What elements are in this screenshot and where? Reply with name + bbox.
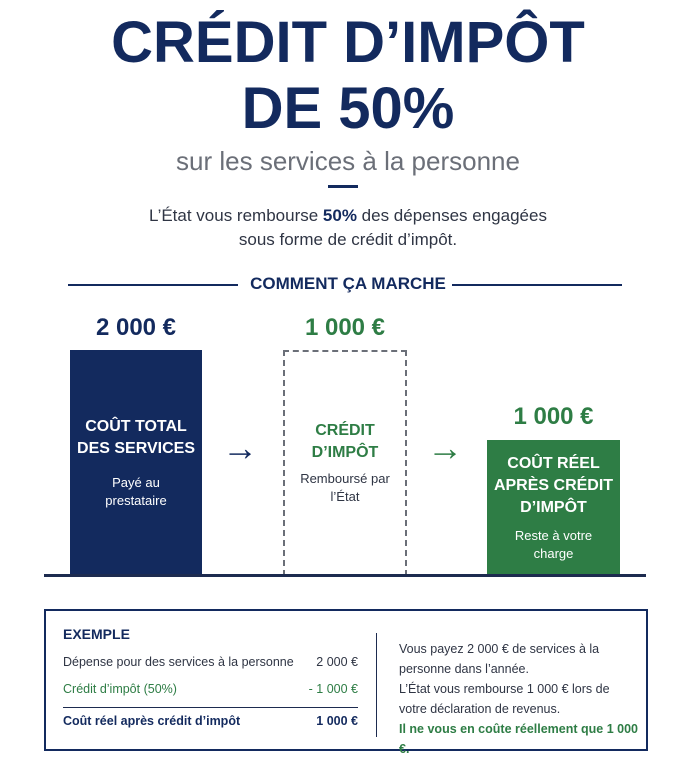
intro-text (0, 204, 696, 252)
step-2-box (283, 350, 407, 576)
section-rule-right (452, 284, 622, 286)
intro-line-2: sous forme de crédit d’impôt. (238, 230, 458, 249)
intro-part-1: L’État vous rembourse (149, 206, 323, 225)
step-1-box (70, 350, 202, 576)
page-subtitle: sur les services à la personne (176, 146, 520, 176)
example-row-value: 1 000 € (316, 714, 358, 728)
page-title-line-2: DE 50% (241, 76, 455, 141)
intro-part-2: des dépenses engagées (356, 206, 547, 225)
example-row-label: Crédit d’impôt (50%) (63, 682, 177, 696)
step-2-heading-line-2: D’IMPÔT (311, 444, 379, 461)
step-2-heading (312, 420, 379, 464)
step-1-heading (77, 416, 195, 460)
step-2-description (300, 470, 390, 506)
page-title-line-1: CRÉDIT D’IMPÔT (111, 10, 585, 75)
subtitle-rule (328, 185, 358, 188)
example-row-value: - 1 000 € (308, 682, 358, 696)
example-total-rule (63, 707, 358, 708)
step-2-amount: 1 000 € (304, 314, 386, 341)
example-box (44, 609, 648, 756)
step-3-heading (494, 453, 613, 519)
step-3-heading-line-2: APRÈS CRÉDIT (493, 477, 614, 494)
example-row-label: Dépense pour des services à la personne (63, 655, 294, 669)
step-2-heading-line-1: CRÉDIT (315, 422, 375, 439)
example-text-line-1: Vous payez 2 000 € de services à la (399, 642, 600, 656)
step-1-desc-line-1: Payé au (112, 475, 160, 490)
intro-percentage: 50% (322, 206, 357, 225)
step-1-desc-line-2: prestataire (105, 493, 167, 508)
section-title: COMMENT ÇA MARCHE (250, 274, 446, 293)
arrow-right-icon: → (222, 427, 258, 468)
example-divider (376, 633, 377, 737)
example-explanation (399, 639, 639, 759)
example-title: EXEMPLE (63, 626, 130, 642)
example-row-label: Coût réel après crédit d’impôt (63, 714, 241, 728)
step-3-heading-line-3: D’IMPÔT (520, 499, 587, 516)
step-1-description (105, 474, 166, 510)
example-text-line-3: L’État vous rembourse 1 000 € lors de (399, 682, 610, 696)
step-1-amount: 2 000 € (95, 314, 177, 341)
example-text-line-4: votre déclaration de revenus. (399, 702, 561, 716)
example-row-expense (63, 655, 358, 669)
step-3-amount: 1 000 € (513, 403, 594, 430)
example-row-total (63, 714, 358, 728)
step-3-desc-line-1: Reste à votre (514, 528, 593, 543)
chart-baseline (44, 574, 646, 577)
example-text-line-5: Il ne vous en coûte réellement que 1 000 €. (399, 722, 638, 756)
step-2-desc-line-2: l’État (330, 489, 360, 504)
step-1-heading-line-1: COÛT TOTAL (85, 418, 187, 435)
step-3-box (487, 440, 620, 576)
step-1-heading-line-2: DES SERVICES (77, 440, 195, 457)
step-3-heading-line-1: COÛT RÉEL (507, 455, 600, 472)
example-row-credit (63, 682, 358, 696)
step-3-desc-line-2: charge (533, 546, 574, 561)
arrow-right-icon: → (427, 427, 463, 468)
example-text-line-2: personne dans l’année. (399, 662, 529, 676)
step-3-description (515, 527, 592, 563)
step-2-desc-line-1: Remboursé par (300, 471, 390, 486)
example-row-value: 2 000 € (316, 655, 358, 669)
